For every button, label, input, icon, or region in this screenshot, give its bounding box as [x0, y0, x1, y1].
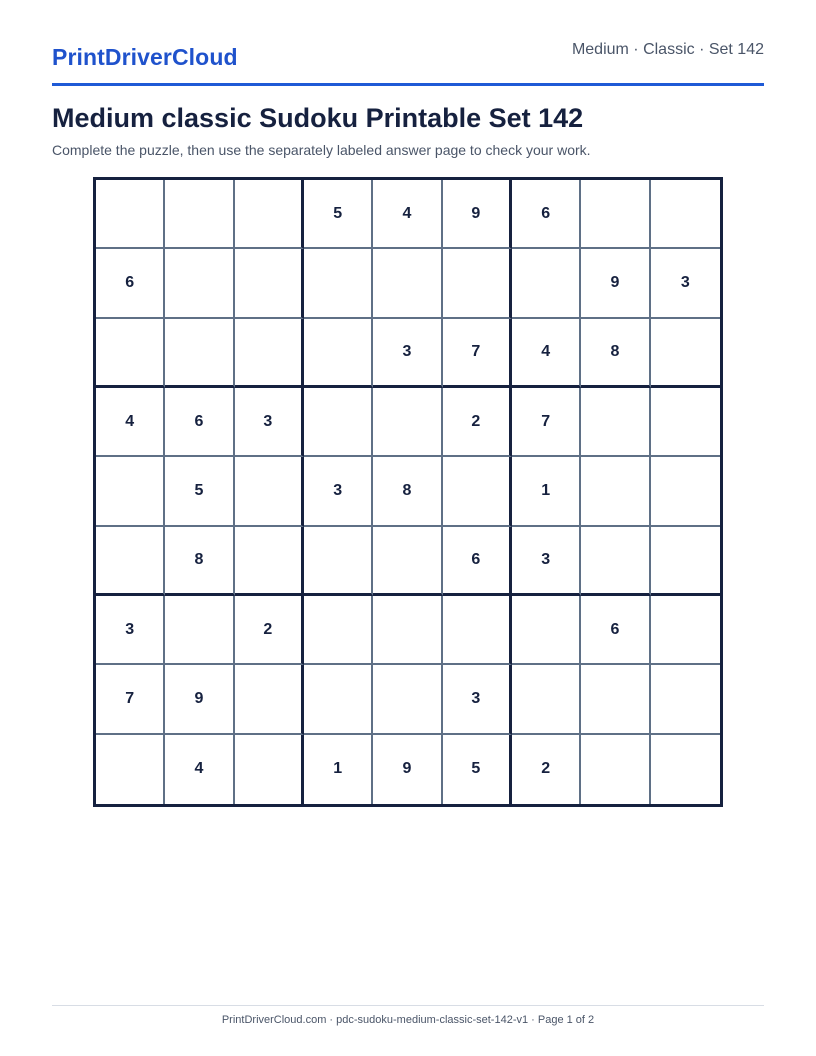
sudoku-cell	[581, 457, 650, 526]
sudoku-cell	[235, 735, 304, 804]
page-subtitle: Complete the puzzle, then use the separately labeled answer page to check your work.	[52, 142, 591, 158]
sudoku-cell: 1	[512, 457, 581, 526]
sudoku-cell: 3	[443, 665, 512, 734]
sudoku-cell	[581, 527, 650, 596]
sudoku-cell	[235, 527, 304, 596]
sudoku-cell	[373, 388, 442, 457]
sudoku-cell	[304, 596, 373, 665]
sudoku-cell	[165, 249, 234, 318]
sudoku-cell	[651, 665, 720, 734]
sudoku-cell	[651, 388, 720, 457]
sudoku-cell	[443, 457, 512, 526]
page-title: Medium classic Sudoku Printable Set 142	[52, 103, 584, 133]
sudoku-cell	[651, 180, 720, 249]
sudoku-cell: 9	[165, 665, 234, 734]
sudoku-cell: 3	[235, 388, 304, 457]
sudoku-cell: 4	[373, 180, 442, 249]
sudoku-cell	[235, 457, 304, 526]
sudoku-cell: 6	[512, 180, 581, 249]
sudoku-cell	[373, 527, 442, 596]
sudoku-cell: 9	[581, 249, 650, 318]
sudoku-cell: 3	[651, 249, 720, 318]
sudoku-cell: 2	[235, 596, 304, 665]
sudoku-cell: 7	[96, 665, 165, 734]
sudoku-cell	[96, 735, 165, 804]
sudoku-cell	[512, 596, 581, 665]
sudoku-cell	[304, 319, 373, 388]
sudoku-cell: 7	[512, 388, 581, 457]
footer-divider	[52, 1005, 764, 1006]
sudoku-cell	[373, 665, 442, 734]
sudoku-cell	[651, 735, 720, 804]
sudoku-cell: 3	[304, 457, 373, 526]
sudoku-cell	[235, 665, 304, 734]
sudoku-cell	[373, 596, 442, 665]
sudoku-cell: 6	[581, 596, 650, 665]
header-divider	[52, 83, 764, 86]
sudoku-cell	[581, 665, 650, 734]
sudoku-cell: 8	[581, 319, 650, 388]
sudoku-cell	[235, 249, 304, 318]
sudoku-cell: 6	[165, 388, 234, 457]
sudoku-cell	[581, 180, 650, 249]
sudoku-cell	[304, 249, 373, 318]
sudoku-cell	[443, 249, 512, 318]
sudoku-cell	[96, 457, 165, 526]
sudoku-cell	[373, 249, 442, 318]
sudoku-cell: 5	[443, 735, 512, 804]
sudoku-cell	[304, 665, 373, 734]
sudoku-cell: 3	[512, 527, 581, 596]
sudoku-cell	[235, 180, 304, 249]
sudoku-cell	[165, 319, 234, 388]
sudoku-cell: 2	[443, 388, 512, 457]
sudoku-cell: 6	[443, 527, 512, 596]
sudoku-cell: 1	[304, 735, 373, 804]
sudoku-cell: 5	[165, 457, 234, 526]
sudoku-cell: 9	[443, 180, 512, 249]
sudoku-cell	[651, 457, 720, 526]
sudoku-cell	[96, 180, 165, 249]
sudoku-cell	[304, 388, 373, 457]
sudoku-cell: 9	[373, 735, 442, 804]
sudoku-grid	[93, 177, 723, 807]
brand-logo: PrintDriverCloud	[52, 44, 238, 70]
sudoku-cell	[165, 180, 234, 249]
sudoku-cell: 4	[512, 319, 581, 388]
sudoku-cell	[512, 249, 581, 318]
sudoku-cell	[651, 596, 720, 665]
sudoku-cell: 7	[443, 319, 512, 388]
sudoku-cell	[443, 596, 512, 665]
sudoku-cell: 5	[304, 180, 373, 249]
sudoku-cell: 6	[96, 249, 165, 318]
sudoku-cell	[581, 388, 650, 457]
sudoku-cell	[96, 319, 165, 388]
sudoku-cell	[651, 527, 720, 596]
sudoku-cell	[304, 527, 373, 596]
sudoku-cell	[96, 527, 165, 596]
sudoku-cell: 2	[512, 735, 581, 804]
sudoku-cell: 8	[165, 527, 234, 596]
sudoku-cell	[235, 319, 304, 388]
puzzle-meta: Medium · Classic · Set 142	[571, 41, 764, 58]
sudoku-cell	[165, 596, 234, 665]
sudoku-cell	[581, 735, 650, 804]
sudoku-cell	[651, 319, 720, 388]
sudoku-cell: 4	[96, 388, 165, 457]
page-footer: PrintDriverCloud.com · pdc-sudoku-medium-classic-set-142-v1 · Page 1 of 2	[221, 1014, 595, 1026]
sudoku-cell: 3	[96, 596, 165, 665]
sudoku-cell: 4	[165, 735, 234, 804]
sudoku-cell: 3	[373, 319, 442, 388]
sudoku-cell: 8	[373, 457, 442, 526]
sudoku-cell	[512, 665, 581, 734]
